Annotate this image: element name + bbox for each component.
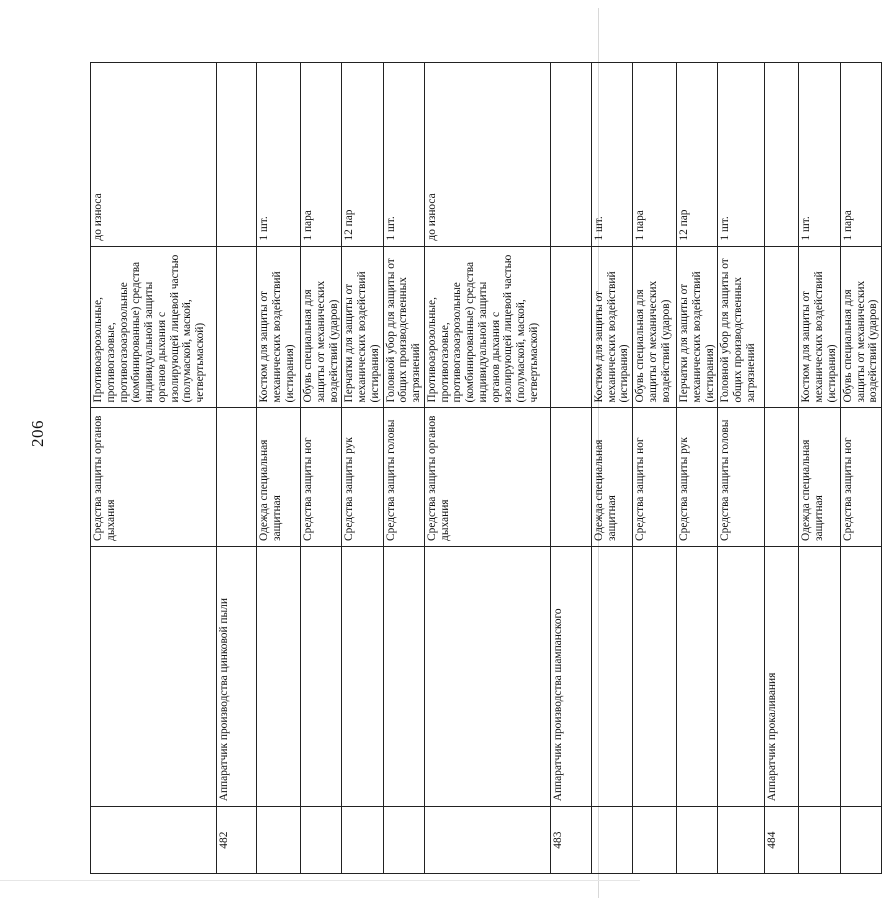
- ppe-item: Головной убор для защиты от общих производственных загрязнений: [383, 246, 424, 408]
- profession-name: Аппаратчик производства шампанского: [550, 546, 591, 806]
- row-number: [591, 807, 632, 874]
- profession-name: [718, 546, 765, 806]
- profession-name: [840, 546, 881, 806]
- ppe-item: Костюм для защиты от механических воздействий (истирания): [799, 246, 840, 408]
- row-number: [840, 807, 881, 874]
- ppe-category: [550, 408, 591, 547]
- table-row: [550, 63, 591, 874]
- ppe-category: Средства защиты ног: [633, 408, 677, 547]
- row-number: [383, 807, 424, 874]
- ppe-table: [90, 62, 882, 874]
- issue-norm: [550, 63, 591, 247]
- ppe-item: Перчатки для защиты от механических воздействий (истирания): [342, 246, 383, 408]
- row-number: [633, 807, 677, 874]
- table-row: [257, 63, 301, 874]
- ppe-category: Средства защиты головы: [718, 408, 765, 547]
- profession-name: [424, 546, 550, 806]
- row-number: 483: [550, 807, 591, 874]
- table-row: [383, 63, 424, 874]
- issue-norm: 1 пара: [840, 63, 881, 247]
- issue-norm: до износа: [424, 63, 550, 247]
- rotated-table-container: [90, 62, 880, 874]
- issue-norm: 1 пара: [633, 63, 677, 247]
- page-number: 206: [28, 420, 47, 447]
- table-row: [217, 63, 257, 874]
- ppe-category: Средства защиты рук: [342, 408, 383, 547]
- ppe-category: [217, 408, 257, 547]
- issue-norm: [765, 63, 799, 247]
- profession-name: [677, 546, 718, 806]
- issue-norm: 12 пар: [342, 63, 383, 247]
- row-number: [91, 807, 217, 874]
- row-number: [301, 807, 342, 874]
- profession-name: [301, 546, 342, 806]
- ppe-item: Обувь специальная для защиты от механических воздействий (ударов): [840, 246, 881, 408]
- ppe-item: [550, 246, 591, 408]
- scan-bottom-line: [0, 880, 640, 881]
- row-number: [718, 807, 765, 874]
- issue-norm: 1 шт.: [383, 63, 424, 247]
- ppe-category: Средства защиты органов дыхания: [91, 408, 217, 547]
- ppe-category: Средства защиты рук: [677, 408, 718, 547]
- table-row: [677, 63, 718, 874]
- table-row: [840, 63, 881, 874]
- issue-norm: 12 пар: [677, 63, 718, 247]
- row-number: [257, 807, 301, 874]
- table-row: [718, 63, 765, 874]
- row-number: [424, 807, 550, 874]
- issue-norm: 1 шт.: [799, 63, 840, 247]
- ppe-table-body: [91, 63, 882, 874]
- row-number: [677, 807, 718, 874]
- ppe-category: Средства защиты ног: [301, 408, 342, 547]
- table-row: [91, 63, 217, 874]
- row-number: [342, 807, 383, 874]
- profession-name: Аппаратчик производства цинковой пыли: [217, 546, 257, 806]
- ppe-item: [765, 246, 799, 408]
- ppe-item: Перчатки для защиты от механических воздействий (истирания): [677, 246, 718, 408]
- ppe-category: Одежда специальная защитная: [799, 408, 840, 547]
- ppe-item: Головной убор для защиты от общих производственных загрязнений: [718, 246, 765, 408]
- issue-norm: 1 шт.: [718, 63, 765, 247]
- ppe-category: Средства защиты органов дыхания: [424, 408, 550, 547]
- profession-name: [633, 546, 677, 806]
- issue-norm: [217, 63, 257, 247]
- ppe-item: [217, 246, 257, 408]
- profession-name: [383, 546, 424, 806]
- table-row: [633, 63, 677, 874]
- table-row: [799, 63, 840, 874]
- ppe-item: Костюм для защиты от механических воздействий (истирания): [591, 246, 632, 408]
- profession-name: [342, 546, 383, 806]
- ppe-item: Обувь специальная для защиты от механических воздействий (ударов): [633, 246, 677, 408]
- row-number: 484: [765, 807, 799, 874]
- ppe-item: Противоаэрозольные, противогазовые, противогазоаэрозольные (комбинированные) средства индивидуальной защиты органов дыхания с изолирующей лицевой частью (полумаской, маской, четвертьмаской): [91, 246, 217, 408]
- profession-name: Аппаратчик прокаливания: [765, 546, 799, 806]
- profession-name: [799, 546, 840, 806]
- ppe-category: [765, 408, 799, 547]
- row-number: [799, 807, 840, 874]
- profession-name: [257, 546, 301, 806]
- issue-norm: до износа: [91, 63, 217, 247]
- ppe-item: Противоаэрозольные, противогазовые, противогазоаэрозольные (комбинированные) средства индивидуальной защиты органов дыхания с изолирующей лицевой частью (полумаской, маской, четвертьмаской): [424, 246, 550, 408]
- ppe-category: Средства защиты головы: [383, 408, 424, 547]
- row-number: 482: [217, 807, 257, 874]
- issue-norm: 1 шт.: [591, 63, 632, 247]
- table-row: [301, 63, 342, 874]
- table-row: [591, 63, 632, 874]
- issue-norm: 1 шт.: [257, 63, 301, 247]
- profession-name: [591, 546, 632, 806]
- profession-name: [91, 546, 217, 806]
- ppe-item: Обувь специальная для защиты от механических воздействий (ударов): [301, 246, 342, 408]
- ppe-category: Одежда специальная защитная: [257, 408, 301, 547]
- ppe-category: Средства защиты ног: [840, 408, 881, 547]
- table-row: [424, 63, 550, 874]
- table-row: [765, 63, 799, 874]
- ppe-item: Костюм для защиты от механических воздействий (истирания): [257, 246, 301, 408]
- issue-norm: 1 пара: [301, 63, 342, 247]
- table-row: [342, 63, 383, 874]
- ppe-category: Одежда специальная защитная: [591, 408, 632, 547]
